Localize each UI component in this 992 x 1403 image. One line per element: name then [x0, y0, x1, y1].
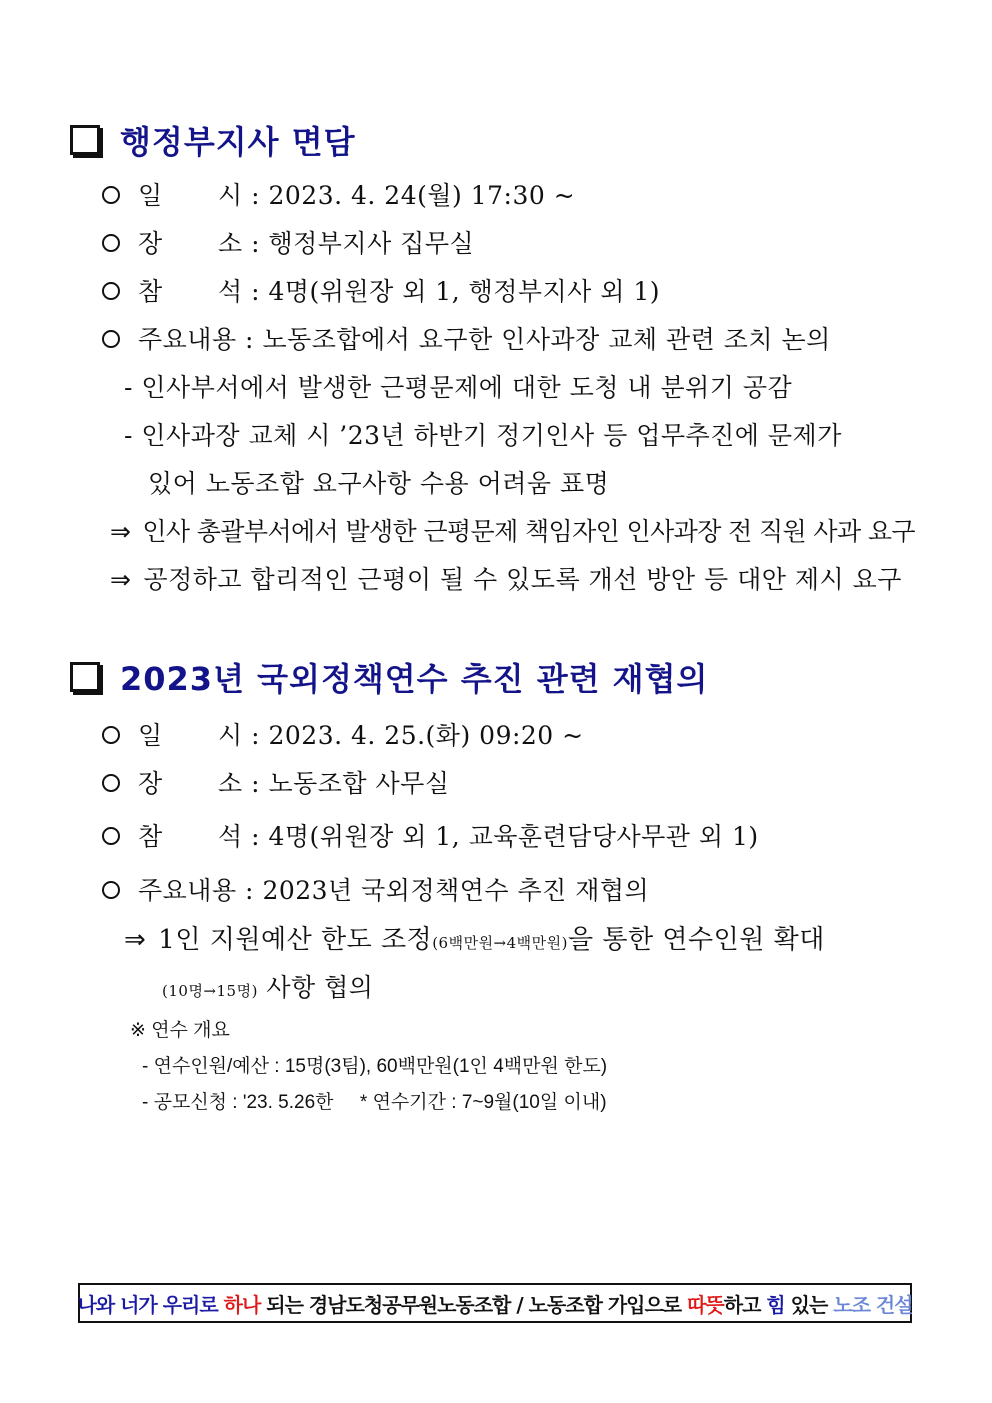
arrow-text: 인사 총괄부서에서 발생한 근평문제 책임자인 인사과장 전 직원 사과 요구 [142, 517, 915, 546]
double-arrow-icon: ⇒ [110, 565, 132, 594]
s2-note2: - 공모신청 : '23. 5.26한 * 연수기간 : 7~9월(10일 이내) [142, 1092, 607, 1113]
s1-date-row: 일 시 : 2023. 4. 24(월) 17:30 ~ [102, 176, 575, 212]
slogan-part: 하고 [723, 1292, 761, 1317]
slogan-part: 하나 [223, 1292, 261, 1317]
label-part: 석 [218, 277, 243, 306]
s1-content-value: 노동조합에서 요구한 인사과장 교체 관련 조치 논의 [262, 325, 831, 354]
section1-title: 행정부지사 면담 [120, 123, 356, 161]
double-arrow-icon: ⇒ [110, 517, 131, 546]
s2-attend-value: 4명(위원장 외 1, 교육훈련담당사무관 외 1) [268, 822, 759, 851]
bullet-text: 인사부서에서 발생한 근평문제에 대한 도청 내 분위기 공감 [141, 373, 793, 402]
s2-place-value: 노동조합 사무실 [268, 769, 450, 798]
section1-heading [70, 117, 356, 163]
circle-bullet-icon [102, 282, 120, 300]
bullet-text: 있어 노동조합 요구사항 수용 어려움 표명 [148, 469, 610, 498]
s2-content-value: 2023년 국외정책연수 추진 재협의 [262, 876, 650, 905]
label-part: 장 [138, 769, 163, 798]
bullet-text: 인사과장 교체 시 ’23년 하반기 정기인사 등 업무추진에 문제가 [141, 421, 842, 450]
label-part: 장 [138, 229, 163, 258]
s2-arrow-line2 [162, 968, 373, 1004]
s1-arrow1 [110, 512, 915, 548]
circle-bullet-icon [102, 881, 120, 899]
circle-bullet-icon [102, 774, 120, 792]
arrow-text: 을 통한 연수인원 확대 [568, 925, 825, 955]
circle-bullet-icon [102, 186, 120, 204]
arrow-text-small: (6백만원→4백만원) [432, 934, 568, 952]
s2-content-row: 주요내용 : 2023년 국외정책연수 추진 재협의 [102, 871, 649, 907]
s2-place-row: 장 소 : 노동조합 사무실 [102, 764, 449, 800]
slogan-part: 노조 건설 [833, 1292, 913, 1317]
s1-bullet2: - 인사과장 교체 시 ’23년 하반기 정기인사 등 업무추진에 문제가 [124, 421, 842, 450]
arrow-text-small: (10명→15명) [162, 982, 258, 1000]
s1-attend-row: 참 석 : 4명(위원장 외 1, 행정부지사 외 1) [102, 272, 660, 308]
label: 주요내용 [138, 876, 237, 905]
s1-date-value: 2023. 4. 24(월) 17:30 ~ [268, 181, 576, 210]
s1-attend-value: 4명(위원장 외 1, 행정부지사 외 1) [268, 277, 661, 306]
label: 주요내용 [138, 325, 237, 354]
label-part: 일 [138, 181, 163, 210]
slogan-part: 따뜻 [687, 1292, 724, 1317]
s1-arrow2 [110, 560, 902, 596]
s1-bullet2-cont [148, 464, 609, 500]
circle-bullet-icon [102, 234, 120, 252]
label-part: 소 [218, 229, 243, 258]
arrow-text: 1인 지원예산 한도 조정 [158, 925, 433, 955]
circle-bullet-icon [102, 827, 120, 845]
slogan-part: 있는 [790, 1292, 828, 1317]
s1-content-row: 주요내용 : 노동조합에서 요구한 인사과장 교체 관련 조치 논의 [102, 320, 831, 356]
s1-place-row: 장 소 : 행정부지사 집무실 [102, 224, 474, 260]
section2-heading [70, 654, 708, 700]
checkbox-square-icon [70, 125, 100, 155]
label-part: 석 [218, 822, 243, 851]
slogan-part: 힘 [766, 1292, 785, 1317]
s2-date-row: 일 시 : 2023. 4. 25.(화) 09:20 ~ [102, 716, 584, 752]
s2-attend-row: 참 석 : 4명(위원장 외 1, 교육훈련담당사무관 외 1) [102, 817, 759, 853]
s2-note-title: ※ 연수 개요 [130, 1020, 230, 1041]
label-part: 소 [218, 769, 243, 798]
circle-bullet-icon [102, 726, 120, 744]
s2-arrow-line1 [124, 919, 825, 956]
label-part: 참 [138, 822, 163, 851]
section2-title: 2023년 국외정책연수 추진 관련 재협의 [120, 660, 709, 698]
label-part: 시 [218, 721, 243, 750]
s1-place-value: 행정부지사 집무실 [268, 229, 475, 258]
label-part: 일 [138, 721, 163, 750]
slogan-part: 나와 너가 우리로 [77, 1292, 218, 1317]
label-part: 시 [218, 181, 243, 210]
double-arrow-icon: ⇒ [124, 925, 147, 955]
arrow-text: 공정하고 합리적인 근평이 될 수 있도록 개선 방안 등 대안 제시 요구 [143, 565, 902, 594]
s2-date-value: 2023. 4. 25.(화) 09:20 ~ [268, 721, 584, 750]
circle-bullet-icon [102, 330, 120, 348]
slogan-part: 되는 경남도청공무원노동조합 / 노동조합 가입으로 [266, 1292, 682, 1317]
s1-bullet1: - 인사부서에서 발생한 근평문제에 대한 도청 내 분위기 공감 [124, 373, 793, 402]
arrow-text: 사항 협의 [266, 973, 374, 1002]
checkbox-square-icon [70, 662, 100, 692]
footer-slogan [78, 1283, 912, 1323]
label-part: 참 [138, 277, 163, 306]
s2-note1: - 연수인원/예산 : 15명(3팀), 60백만원(1인 4백만원 한도) [142, 1056, 608, 1077]
